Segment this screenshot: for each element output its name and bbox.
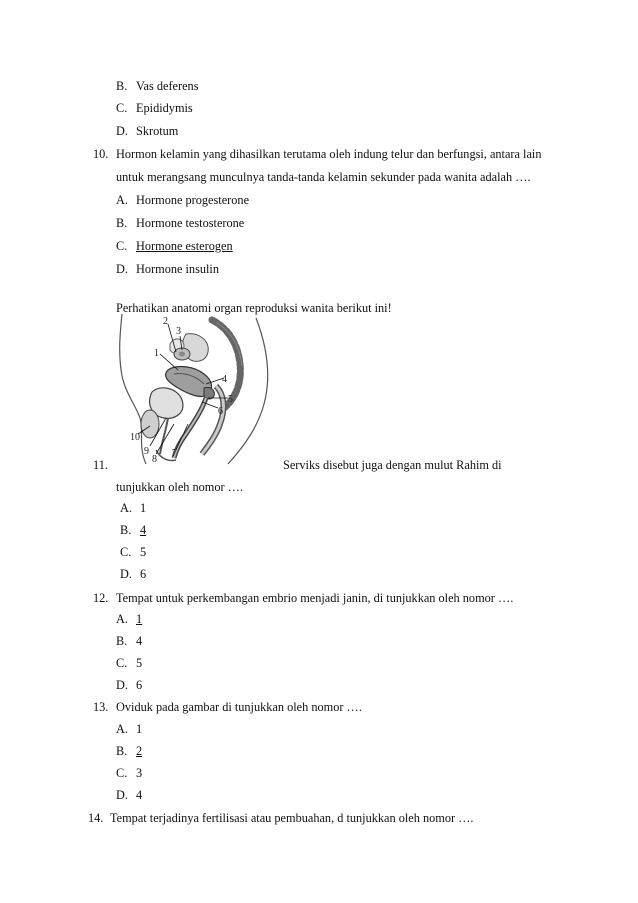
option-letter: D. (116, 262, 128, 276)
figure-intro: Perhatikan anatomi organ reproduksi wanita berikut ini! (116, 301, 392, 315)
question-text: Oviduk pada gambar di tunjukkan oleh nomor …. (116, 700, 362, 714)
figure-label-4: 4 (222, 374, 227, 385)
question-text: Serviks disebut juga dengan mulut Rahim di (283, 458, 502, 472)
option-text: 4 (136, 788, 143, 802)
option-letter: C. (116, 656, 128, 670)
option-text: Epididymis (136, 101, 193, 115)
option-text: Hormone testosterone (136, 216, 245, 230)
option-text: 1 (136, 722, 143, 736)
option-text-answer: 4 (140, 523, 147, 537)
question-text: tunjukkan oleh nomor …. (116, 480, 244, 494)
option-letter: B. (116, 79, 128, 93)
option-letter: D. (116, 788, 128, 802)
option-text-answer: Hormone esterogen (136, 239, 233, 253)
question-number: 11. (93, 458, 108, 472)
option-text: 6 (140, 567, 147, 581)
question-number: 13. (93, 700, 109, 714)
option-letter: A. (116, 612, 128, 626)
option-letter: C. (116, 766, 128, 780)
figure-label-7: 7 (172, 448, 177, 459)
option-text-answer: 1 (136, 612, 143, 626)
question-number: 10. (93, 147, 109, 161)
question-text: Hormon kelamin yang dihasilkan terutama oleh indung telur dan berfungsi, antara lain (116, 147, 542, 161)
figure-label-6: 6 (218, 406, 223, 417)
figure-label-8: 8 (152, 454, 157, 465)
option-text: 1 (140, 501, 147, 515)
reproductive-anatomy-figure (116, 314, 270, 466)
option-text: Hormone progesterone (136, 193, 250, 207)
figure-label-5: 5 (228, 394, 233, 405)
option-letter: A. (116, 193, 128, 207)
option-text: Hormone insulin (136, 262, 219, 276)
figure-label-9: 9 (144, 446, 149, 457)
question-number: 12. (93, 591, 109, 605)
option-text: 4 (136, 634, 143, 648)
question-text: Tempat terjadinya fertilisasi atau pembuahan, d tunjukkan oleh nomor …. (110, 811, 474, 825)
option-letter: D. (120, 567, 132, 581)
option-letter: A. (120, 501, 132, 515)
figure-label-2: 2 (163, 316, 168, 327)
option-letter: B. (116, 744, 128, 758)
option-letter: B. (116, 634, 128, 648)
question-text: untuk merangsang munculnya tanda-tanda kelamin sekunder pada wanita adalah …. (116, 170, 531, 184)
figure-label-10: 10 (130, 432, 140, 443)
option-letter: A. (116, 722, 128, 736)
option-text: 3 (136, 766, 143, 780)
option-letter: C. (116, 239, 128, 253)
option-text: 5 (136, 656, 143, 670)
option-letter: C. (116, 101, 128, 115)
option-letter: D. (116, 124, 128, 138)
option-text: Vas deferens (136, 79, 199, 93)
question-number: 14. (88, 811, 104, 825)
figure-label-3: 3 (176, 326, 181, 337)
option-letter: D. (116, 678, 128, 692)
question-text: Tempat untuk perkembangan embrio menjadi janin, di tunjukkan oleh nomor …. (116, 591, 514, 605)
figure-label-1: 1 (154, 348, 159, 359)
option-text: 6 (136, 678, 143, 692)
option-letter: C. (120, 545, 132, 559)
option-letter: B. (116, 216, 128, 230)
option-text-answer: 2 (136, 744, 143, 758)
option-text: 5 (140, 545, 147, 559)
option-text: Skrotum (136, 124, 179, 138)
option-letter: B. (120, 523, 132, 537)
